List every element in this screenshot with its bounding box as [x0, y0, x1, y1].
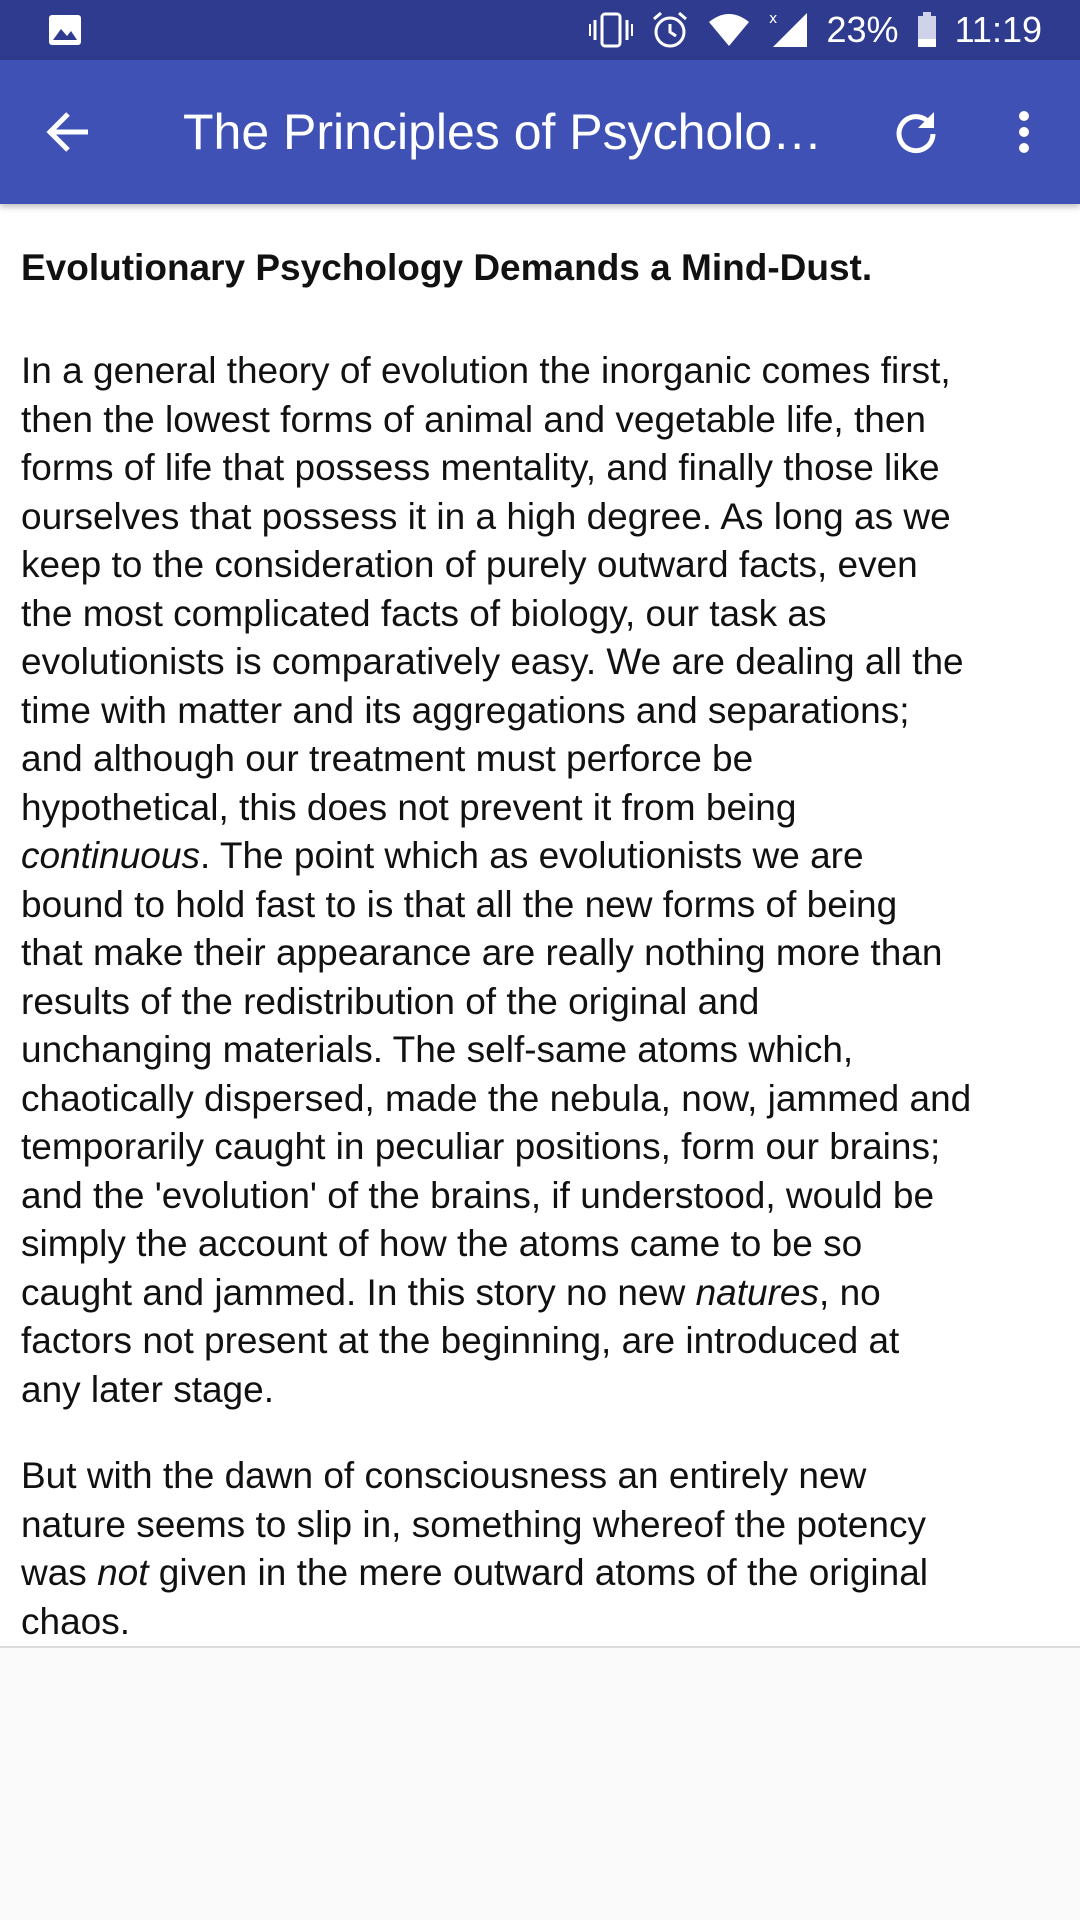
alarm-icon	[651, 11, 689, 49]
text-line: keep to the consideration of purely outward facts, even	[21, 544, 918, 585]
signal-icon	[769, 11, 809, 49]
text-line: and although our treatment must perforce be	[21, 738, 754, 779]
page-title: The Principles of Psycholo…	[183, 104, 823, 160]
emphasis-text: natures	[695, 1271, 820, 1313]
text-line: unchanging materials. The self-same atoms which,	[21, 1029, 854, 1070]
app-bar	[0, 60, 1080, 204]
text-line: nature seems to slip in, something whereof the potency	[21, 1503, 926, 1545]
image-icon	[48, 14, 82, 46]
article-paragraph-2	[21, 1452, 928, 1646]
emphasis-text: not	[97, 1552, 149, 1593]
svg-text:x: x	[768, 11, 777, 27]
text-line: time with matter and its aggregations and separations;	[21, 689, 910, 731]
text-line	[21, 832, 971, 881]
text-line: ourselves that possess it in a high degree. As long as we	[21, 495, 951, 537]
vibrate-icon	[589, 12, 633, 48]
text-fragment: given in the mere outward atoms of the original	[148, 1552, 928, 1593]
text-line	[21, 1269, 971, 1318]
wifi-icon	[707, 12, 751, 48]
text-line: chaotically dispersed, made the nebula, now, jammed and	[21, 1077, 972, 1119]
text-fragment: . The point which as evolutionists we are	[199, 835, 864, 876]
text-line: that make their appearance are really nothing more than	[21, 932, 943, 973]
text-line: But with the dawn of consciousness an entirely new	[21, 1455, 867, 1496]
refresh-icon[interactable]	[888, 104, 944, 160]
article-paragraph-1	[21, 347, 971, 1414]
article-heading: Evolutionary Psychology Demands a Mind-Dust.	[21, 247, 873, 288]
text-line: bound to hold fast to is that all the new forms of being	[21, 883, 898, 925]
text-line	[21, 1549, 928, 1598]
clock: 11:19	[954, 9, 1042, 50]
text-line: and the 'evolution' of the brains, if understood, would be	[21, 1174, 935, 1216]
text-line: temporarily caught in peculiar positions, form our brains;	[21, 1126, 941, 1167]
text-line: forms of life that possess mentality, and finally those like	[21, 447, 940, 488]
text-line: simply the account of how the atoms came to be so	[21, 1223, 863, 1264]
text-line: results of the redistribution of the original and	[21, 980, 760, 1022]
battery-icon	[917, 12, 937, 48]
text-line: chaos.	[21, 1600, 131, 1642]
emphasis-text: continuous	[21, 835, 200, 876]
article-content	[0, 204, 1080, 1648]
text-fragment: was	[21, 1552, 98, 1593]
text-line: evolutionists is comparatively easy. We are dealing all the	[21, 641, 964, 682]
back-arrow-icon[interactable]	[40, 104, 96, 160]
more-vert-icon[interactable]	[1000, 104, 1048, 160]
text-line: the most complicated facts of biology, our task as	[21, 592, 827, 634]
text-fragment: caught and jammed. In this story no new	[21, 1271, 696, 1313]
text-line: then the lowest forms of animal and vegetable life, then	[21, 398, 926, 440]
status-bar	[0, 0, 1080, 60]
text-line: hypothetical, this does not prevent it from being	[21, 786, 797, 828]
text-fragment: , no	[819, 1271, 881, 1313]
text-line: any later stage.	[21, 1368, 274, 1410]
battery-label: 23%	[826, 9, 899, 50]
text-line: In a general theory of evolution the inorganic comes first,	[21, 350, 951, 391]
text-line: factors not present at the beginning, are introduced at	[21, 1320, 900, 1361]
